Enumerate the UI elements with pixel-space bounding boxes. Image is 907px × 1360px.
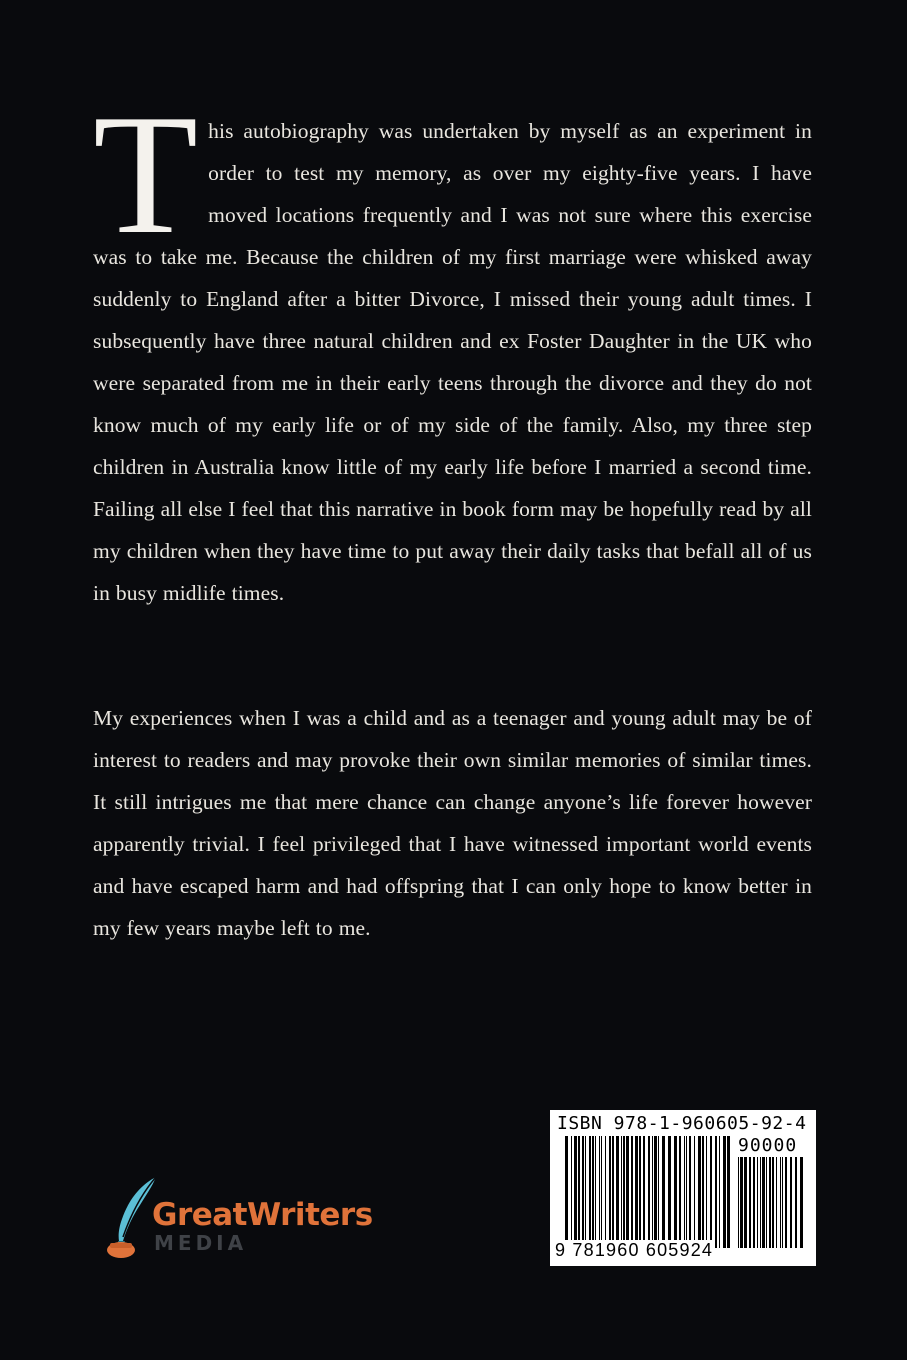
- blurb-paragraph-1: [93, 80, 812, 614]
- barcode-bar: [662, 1136, 665, 1248]
- barcode-bar: [565, 1136, 568, 1248]
- barcode-bar: [710, 1136, 712, 1248]
- barcode-bar: [599, 1136, 600, 1248]
- barcode-bar: [601, 1136, 602, 1248]
- barcode-bar: [679, 1136, 681, 1248]
- publisher-name: [152, 1197, 373, 1233]
- barcode-bar: [738, 1157, 739, 1248]
- barcode-bar: [776, 1157, 777, 1248]
- barcode-bar: [623, 1136, 625, 1248]
- barcode-bar: [654, 1136, 657, 1248]
- barcode-bar: [605, 1136, 606, 1248]
- barcode-addon-bars: [738, 1157, 806, 1248]
- barcode-bar: [698, 1136, 701, 1248]
- barcode-bar: [609, 1136, 611, 1248]
- barcode-bar: [639, 1136, 641, 1248]
- barcode-bar: [800, 1157, 803, 1248]
- barcode-bar: [595, 1136, 596, 1248]
- barcode-bar: [694, 1136, 695, 1248]
- barcode-bar: [574, 1136, 577, 1248]
- barcode-bar: [689, 1136, 691, 1248]
- barcode-bar: [782, 1157, 783, 1248]
- barcode-bar: [648, 1136, 650, 1248]
- barcode-bar: [795, 1157, 797, 1248]
- isbn-barcode: [550, 1110, 816, 1266]
- barcode-digits: 9 781960 605924: [555, 1240, 714, 1260]
- barcode-bar: [592, 1136, 594, 1248]
- drop-cap: T: [93, 80, 199, 270]
- barcode-bar: [769, 1157, 771, 1248]
- barcode-bar: [631, 1136, 633, 1248]
- barcode-bar: [772, 1157, 774, 1248]
- blurb-paragraph-1-text: his autobiography was undertaken by myself as an experiment in order to test my memory, as over my eighty-five years. I have moved locations frequently and I was not sure where this exercise was to take me. Because the children of my first marriage were whisked away suddenly to England after a bitter Divorce, I missed their young adult times. I subsequently have three natural children and ex Foster Daughter in the UK who were separated from me in their early teens through the divorce and they do not know much of my early life or of my side of the family. Also, my three step children in Australia know little of my early life before I married a second time. Failing all else I feel that this narrative in book form may be hopefully read by all my children when they have time to put away their daily tasks that befall all of us in busy midlife times.: [93, 119, 812, 605]
- price-code: 90000: [738, 1135, 798, 1156]
- barcode-bar: [723, 1136, 726, 1248]
- publisher-name-great: Great: [152, 1197, 247, 1233]
- barcode-bar: [744, 1157, 747, 1248]
- barcode-bar: [766, 1157, 767, 1248]
- barcode-bar: [578, 1136, 580, 1248]
- barcode-bar: [626, 1136, 629, 1248]
- barcode-bar: [706, 1136, 707, 1248]
- barcode-bar: [582, 1136, 584, 1248]
- barcode-bar: [612, 1136, 614, 1248]
- barcode-bar: [785, 1157, 787, 1248]
- barcode-bar: [589, 1136, 591, 1248]
- barcode-bar: [749, 1157, 751, 1248]
- publisher-logo: [102, 1175, 402, 1260]
- publisher-subtitle: MEDIA: [154, 1231, 248, 1255]
- barcode-bar: [762, 1157, 765, 1248]
- barcode-bar: [760, 1157, 761, 1248]
- barcode-bar: [571, 1136, 572, 1248]
- blurb-paragraph-2: My experiences when I was a child and as a teenager and young adult may be of interest to readers and may provoke their own similar memories of similar times. It still intrigues me that mere chance can change anyone’s life forever however apparently trivial. I feel privileged that I have witnessed important world events and have escaped harm and had offspring that I can only hope to know better in my few years maybe left to me.: [93, 706, 812, 940]
- publisher-name-writers: Writers: [247, 1197, 373, 1233]
- barcode-bar: [616, 1136, 619, 1248]
- barcode-bar: [740, 1157, 743, 1248]
- barcode-bar: [702, 1136, 704, 1248]
- barcode-bar: [643, 1136, 645, 1248]
- isbn-text: ISBN 978-1-960605-92-4: [557, 1113, 807, 1134]
- barcode-bar: [780, 1157, 781, 1248]
- barcode-bars: [565, 1136, 730, 1248]
- barcode-bar: [635, 1136, 638, 1248]
- barcode-bar: [684, 1136, 685, 1248]
- barcode-bar: [658, 1136, 659, 1248]
- barcode-bar: [652, 1136, 653, 1248]
- barcode-bar: [790, 1157, 792, 1248]
- barcode-bar: [753, 1157, 755, 1248]
- barcode-bar: [585, 1136, 586, 1248]
- barcode-bar: [674, 1136, 677, 1248]
- barcode-bar: [686, 1136, 687, 1248]
- barcode-bar: [668, 1136, 671, 1248]
- barcode-bar: [727, 1136, 730, 1248]
- barcode-bar: [715, 1136, 717, 1248]
- barcode-bar: [719, 1136, 720, 1248]
- barcode-bar: [757, 1157, 758, 1248]
- barcode-bar: [621, 1136, 622, 1248]
